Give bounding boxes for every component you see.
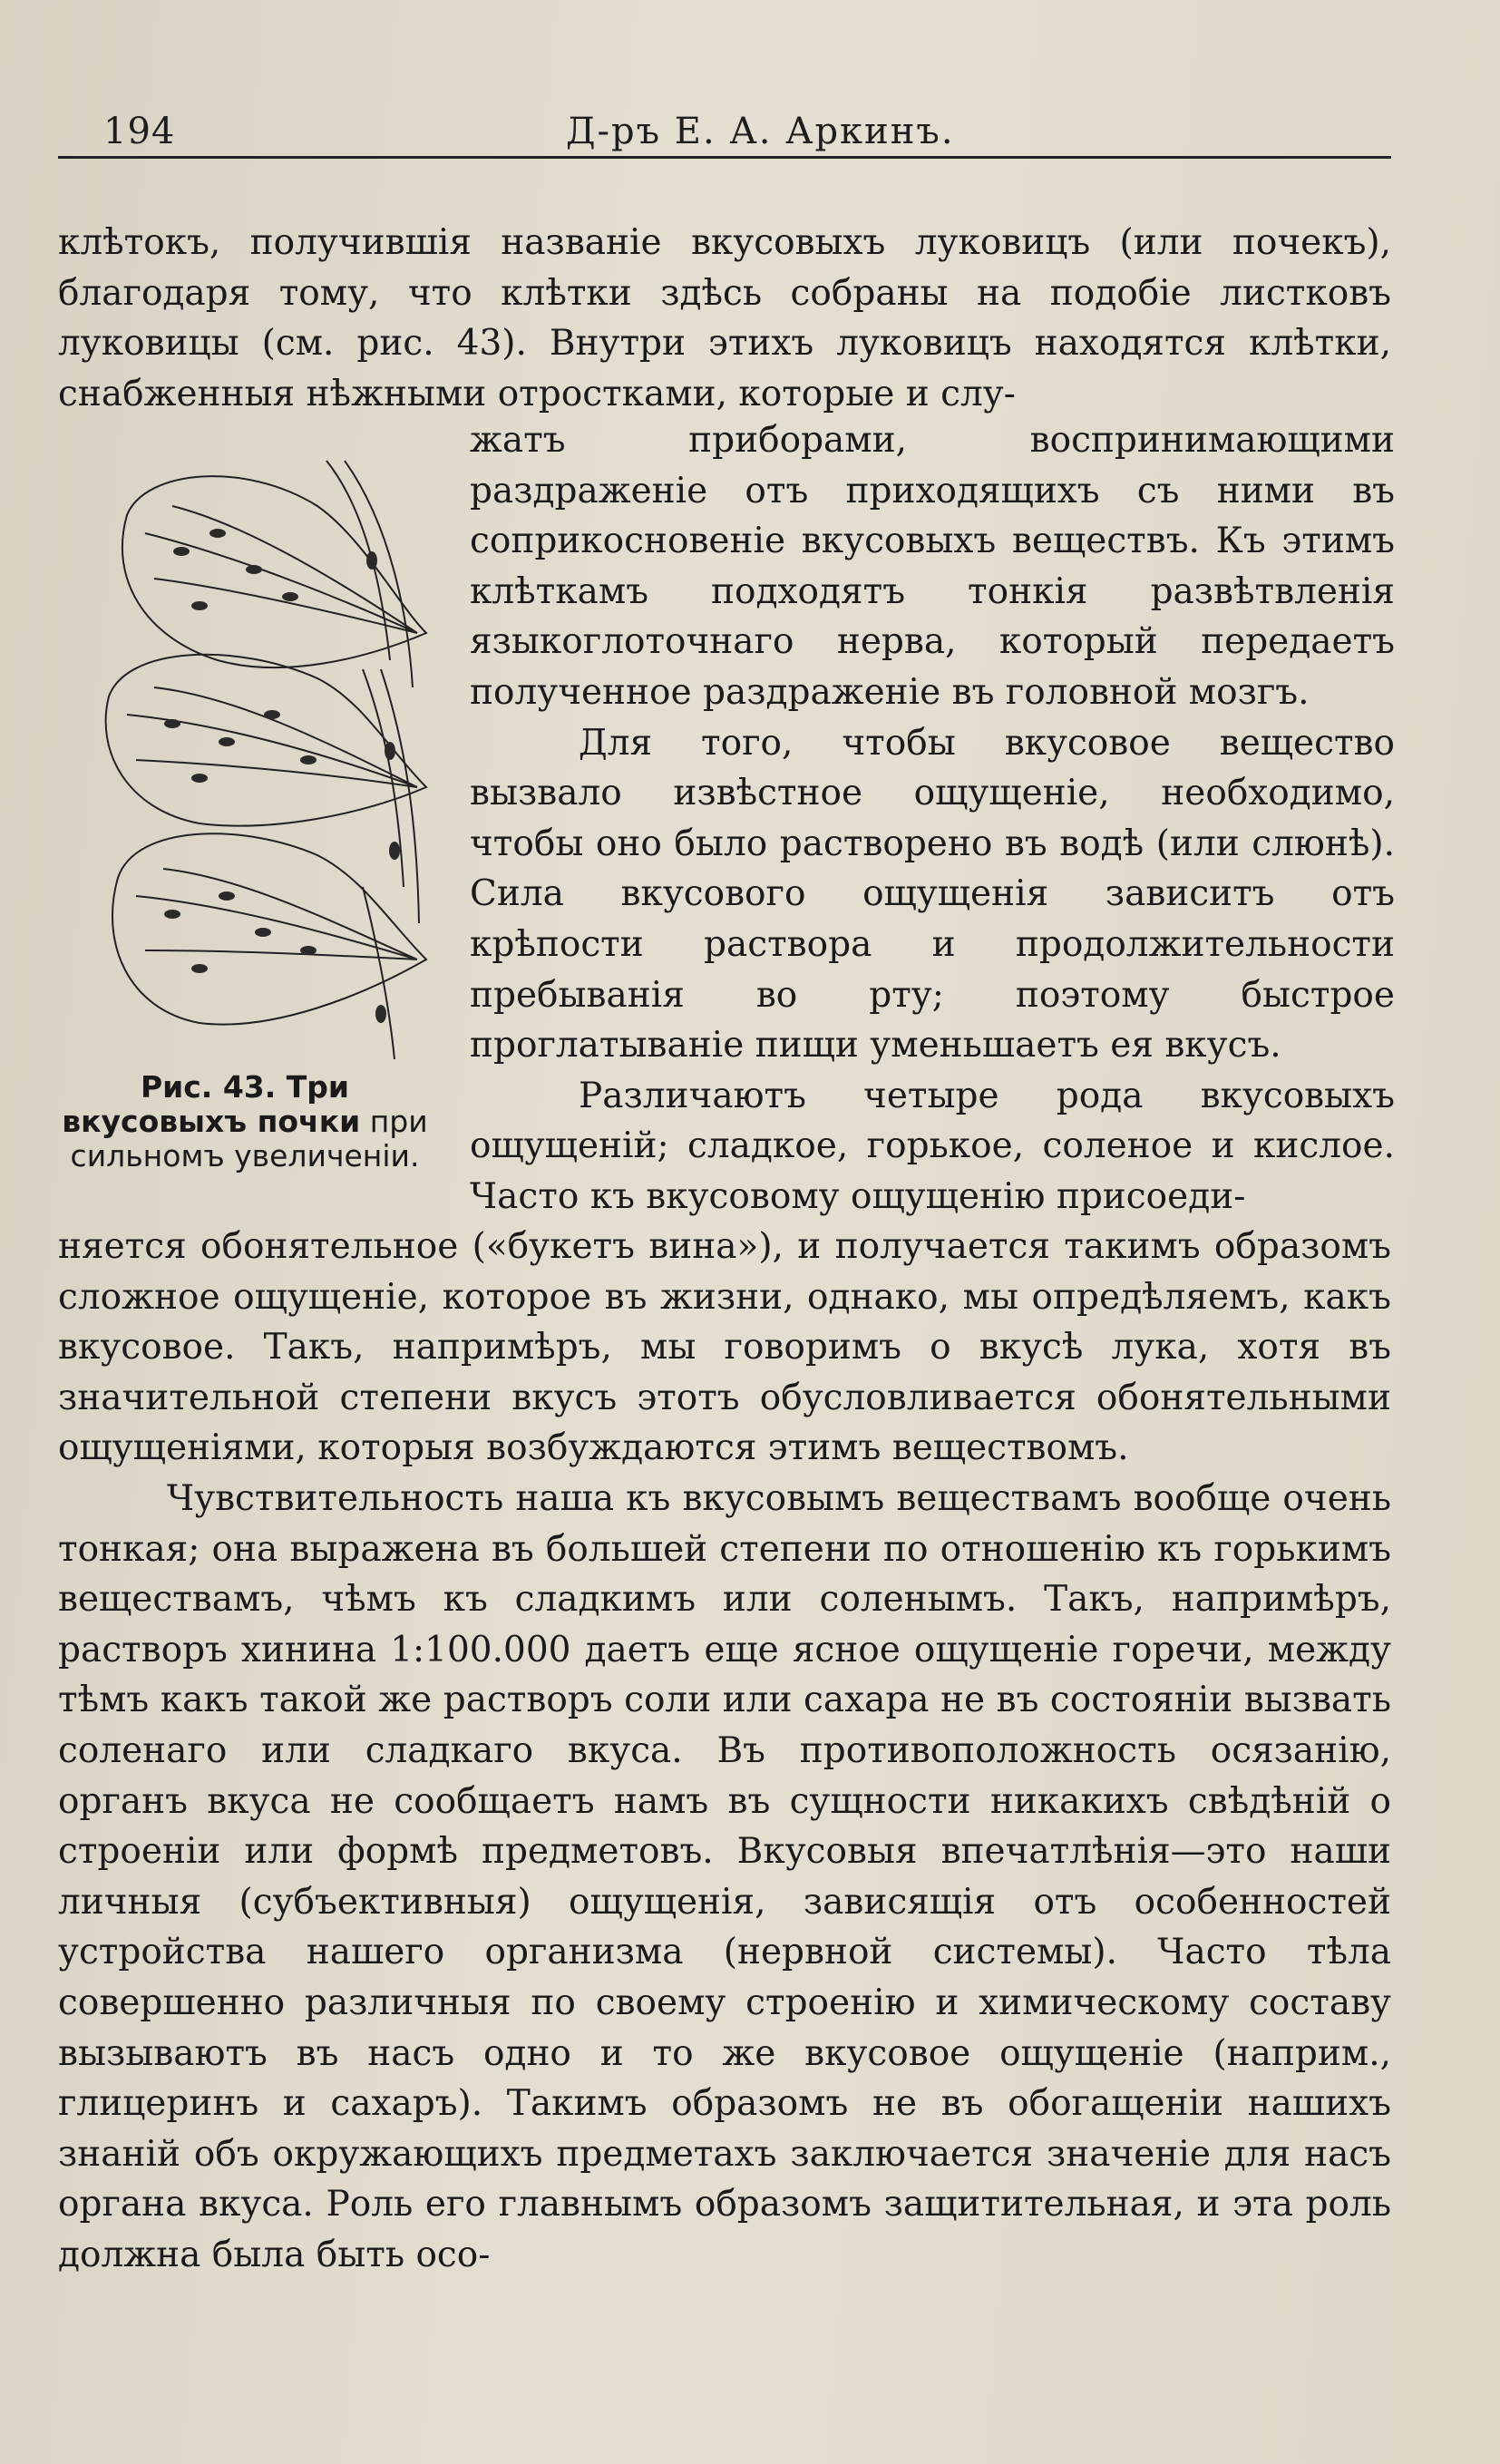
bud-fibre (163, 869, 417, 959)
taste-bud-upper (122, 476, 426, 667)
bud-fibre (145, 950, 417, 959)
bud-fibre (154, 687, 417, 787)
page-header (58, 102, 1391, 159)
cell-nucleus (191, 774, 208, 783)
cell-nucleus (366, 551, 377, 570)
cell-nucleus (219, 891, 235, 901)
page-number: 194 (103, 111, 176, 152)
cell-nucleus (191, 964, 208, 973)
cell-nucleus (385, 742, 395, 760)
epithelium-cell-outline (381, 669, 419, 923)
side-paragraph-3: Различаютъ четыре рода вкусовыхъ ощущеній; сладкое, горькое, соленое и кислое. Часто къ вкусовому ощущенію присоеди- (470, 1075, 1395, 1217)
figure-caption-text: при сильномъ увеличеніи. (70, 1104, 428, 1174)
bottom-column (58, 1222, 1391, 2280)
top-paragraph (58, 218, 1391, 419)
top-paragraph-text: клѣтокъ, получившія названіе вкусовыхъ луковицъ (или почекъ), благодаря тому, что клѣтки здѣсь собраны на подобіе листковъ луковицы (см. рис. 43). Внутри этихъ луковицъ находятся клѣтки, снабженныя нѣжными отростками, которые и слу- (58, 222, 1391, 414)
cell-nucleus (389, 842, 400, 860)
cell-nucleus (173, 547, 190, 556)
bottom-paragraph-1: няется обонятельное («букетъ вина»), и получается такимъ образомъ сложное ощущеніе, которое въ жизни, однако, мы опредѣляемъ, какъ вкусовое. Такъ, напримѣръ, мы говоримъ о вкусѣ лука, хотя въ значительной степени вкусъ этотъ обусловливается обонятельными ощущеніями, которыя возбуждаются этимъ веществомъ. (58, 1226, 1391, 1469)
figure-caption (54, 1070, 435, 1174)
cell-nucleus (375, 1005, 386, 1023)
cell-nucleus (191, 601, 208, 610)
side-paragraph-2: Для того, чтобы вкусовое вещество вызвало извѣстное ощущеніе, необходимо, чтобы оно было растворено въ водѣ (или слюнѣ). Сила вкусового ощущенія зависитъ отъ крѣпости раствора и продолжительности пребыванія во рту; поэтому быстрое проглатываніе пищи уменьшаетъ ея вкусъ. (470, 722, 1395, 1066)
side-column (470, 415, 1395, 1222)
running-head: Д-ръ Е. А. Аркинъ. (566, 111, 955, 152)
epithelium-cell-outline (345, 461, 413, 687)
cell-nucleus (246, 565, 262, 574)
bottom-paragraph-2: Чувствительность наша къ вкусовымъ веществамъ вообще очень тонкая; она выражена въ большей степени по отношенію къ горькимъ веществамъ, чѣмъ къ сладкимъ или соленымъ. Такъ, напримѣръ, растворъ хинина 1:100.000 даетъ еще ясное ощущеніе горечи, между тѣмъ какъ такой же растворъ соли или сахара не въ состояніи вызвать соленаго или сладкаго вкуса. Въ противоположность осязанію, органъ вкуса не сообщаетъ намъ въ сущности никакихъ свѣдѣній о строеніи или формѣ предметовъ. Вкусовыя впечатлѣнія—это наши личныя (субъективныя) ощущенія, зависящія отъ особенностей устройства нашего организма (нервной системы). Часто тѣла совершенно различныя по своему строенію и химическому составу вызываютъ въ насъ одно и то же вкусовое ощущеніе (наприм., глицеринъ и сахаръ). Такимъ образомъ не въ обогащеніи нашихъ знаній объ окружающихъ предметахъ заключается значеніе для насъ органа вкуса. Роль его главнымъ образомъ защитительная, и эта роль должна была быть осо- (58, 1477, 1391, 2275)
bud-fibre (172, 506, 417, 633)
epithelium-cell-outline (326, 461, 390, 660)
cell-nucleus (219, 737, 235, 746)
figure-caption-label: Рис. 43. Три вкусовыхъ почки (62, 1069, 361, 1139)
taste-buds-illustration (91, 452, 435, 1068)
cell-nucleus (282, 592, 298, 601)
cell-nucleus (164, 910, 180, 919)
side-paragraph-1: жатъ приборами, воспринимающими раздраженіе отъ приходящихъ съ ними въ соприкосновеніе вкусовыхъ веществъ. Къ этимъ клѣткамъ подходятъ тонкія развѣтвленія языкоглоточнаго нерва, который передаетъ полученное раздраженіе въ головной мозгъ. (470, 420, 1395, 713)
cell-nucleus (255, 928, 271, 937)
bud-fibre (136, 760, 417, 787)
cell-nucleus (264, 710, 280, 719)
cell-nucleus (300, 755, 317, 765)
cell-nucleus (209, 529, 226, 538)
taste-bud-lower (112, 833, 426, 1024)
cell-nucleus (164, 719, 180, 728)
cell-nucleus (300, 946, 317, 955)
epithelium-cell-outline (363, 887, 394, 1059)
